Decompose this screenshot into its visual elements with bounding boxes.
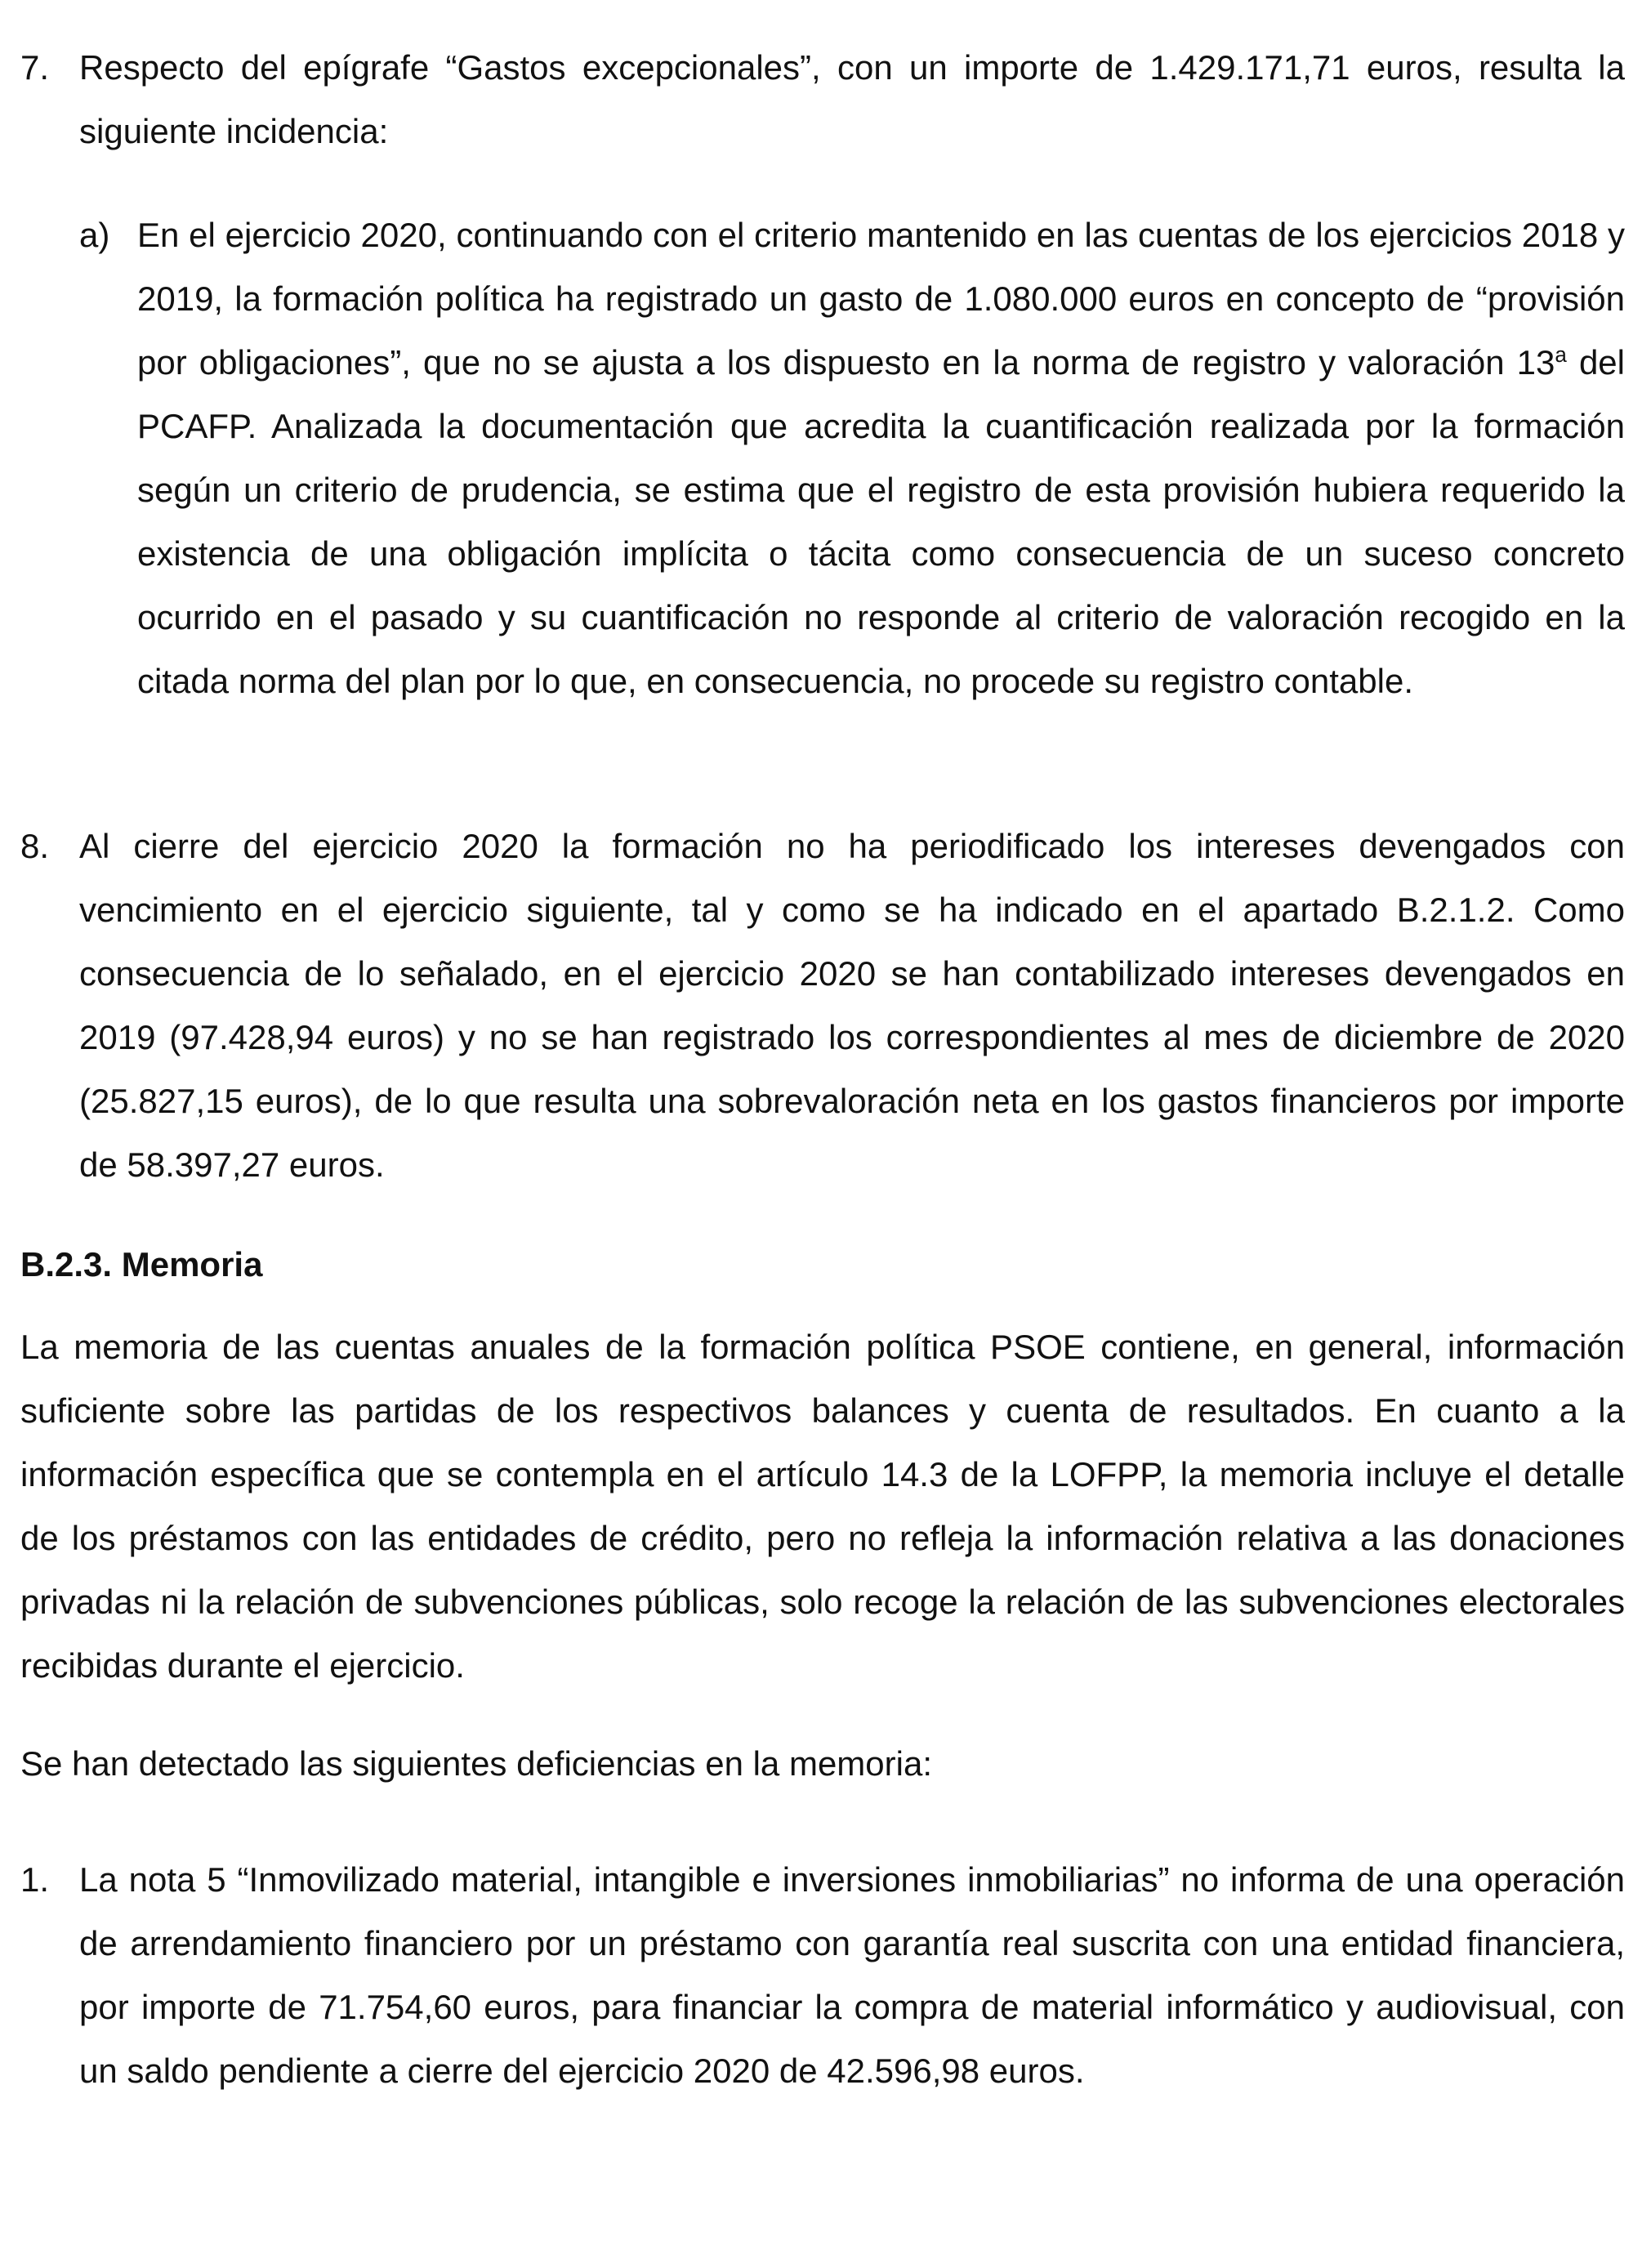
sub-item-text-part1: En el ejercicio 2020, continuando con el criterio mantenido en las cuentas de los ejercicios 2018 y 2019, la formación política ha registrado un gasto de 1.080.000 euros en concepto de “provisión por obligaciones”, que no se ajusta a los dispuesto en la norma de registro y valoración 13 (137, 216, 1625, 382)
list-item-number: 7. (20, 48, 50, 87)
list-item-text: Al cierre del ejercicio 2020 la formación no ha periodificado los intereses devengados con vencimiento en el ejercicio siguiente, tal y como se ha indicado en el apartado B.2.1.2. Como consecuencia de lo señalado, en el ejercicio 2020 se han contabilizado intereses devengados en 2019 (97.428,94 euros) y no se han registrado los correspondientes al mes de diciembre de 2020 (25.827,15 euros), de lo que resulta una sobrevaloración neta en los gastos financieros por importe de 58.397,27 euros. (79, 827, 1625, 1184)
list-item-number: 8. (20, 827, 50, 865)
ordinal-superscript: a (1555, 342, 1567, 367)
sub-item-a (79, 203, 1625, 713)
sub-item-text (137, 203, 1625, 713)
list-item-7 (20, 36, 1625, 163)
sub-item-text-part2: del PCAFP. Analizada la documentación que acredita la cuantificación realizada por la formación según un criterio de prudencia, se estima que el registro de esta provisión hubiera requerido la existencia de una obligación implícita o tácita como consecuencia de un suceso concreto ocurrido en el pasado y su cuantificación no responde al criterio de valoración recogido en la citada norma del plan por lo que, en consecuencia, no procede su registro contable. (137, 343, 1625, 700)
list-item-8 (20, 815, 1625, 1197)
list-item-text: La nota 5 “Inmovilizado material, intangible e inversiones inmobiliarias” no informa de una operación de arrendamiento financiero por un préstamo con garantía real suscrita con una entidad financiera, por importe de 71.754,60 euros, para financiar la compra de material informático y audiovisual, con un saldo pendiente a cierre del ejercicio 2020 de 42.596,98 euros. (79, 1860, 1625, 2090)
list-item-number: 1. (20, 1860, 50, 1899)
deficiencies-intro: Se han detectado las siguientes deficiencias en la memoria: (20, 1744, 932, 1783)
list-item-text: Respecto del epígrafe “Gastos excepcionales”, con un importe de 1.429.171,71 euros, resulta la siguiente incidencia: (79, 48, 1625, 150)
memoria-intro-paragraph: La memoria de las cuentas anuales de la formación política PSOE contiene, en general, información suficiente sobre las partidas de los respectivos balances y cuenta de resultados. En cuanto a la información específica que se contempla en el artículo 14.3 de la LOFPP, la memoria incluye el detalle de los préstamos con las entidades de crédito, pero no refleja la información relativa a las donaciones privadas ni la relación de subvenciones públicas, solo recoge la relación de las subvenciones electorales recibidas durante el ejercicio. (20, 1328, 1625, 1685)
section-heading: B.2.3. Memoria (20, 1245, 263, 1284)
sub-item-marker: a) (79, 216, 110, 254)
deficiency-item-1 (20, 1848, 1625, 2103)
